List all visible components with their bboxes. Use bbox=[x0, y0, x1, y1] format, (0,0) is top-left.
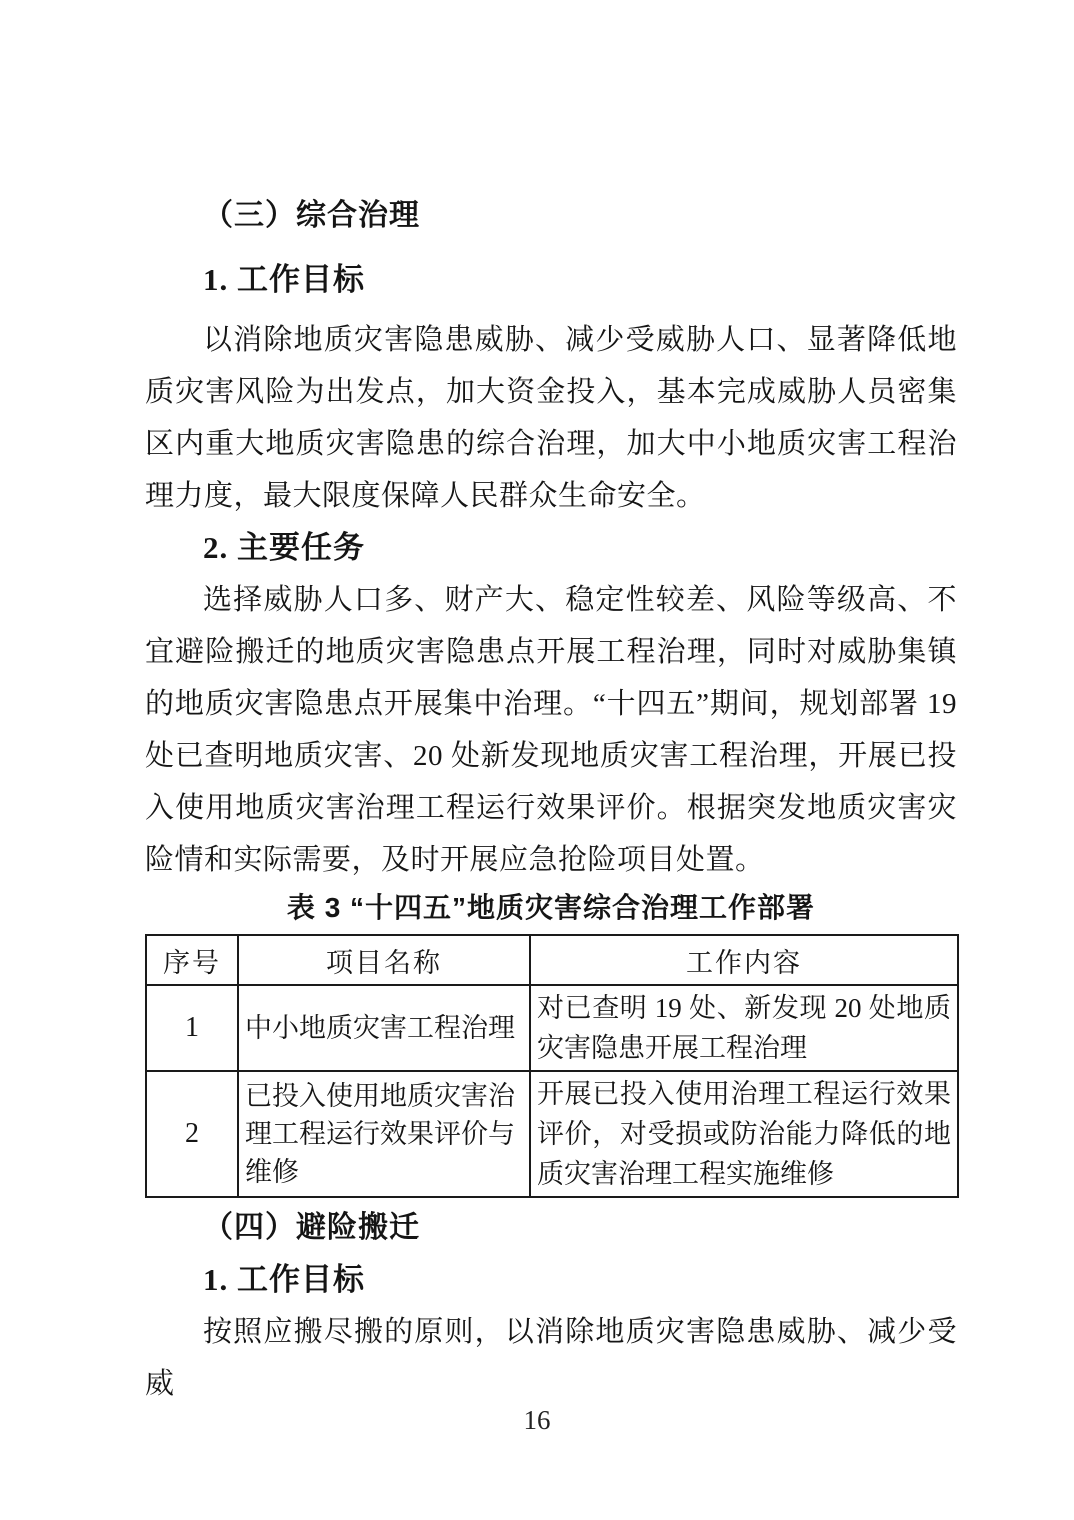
work-content: 对已查明 19 处、新发现 20 处地质灾害隐患开展工程治理 bbox=[530, 985, 958, 1071]
project-name: 已投入使用地质灾害治理工程运行效果评价与维修 bbox=[238, 1071, 530, 1197]
table-header-work-content: 工作内容 bbox=[530, 935, 958, 985]
document-content bbox=[145, 190, 957, 1410]
subheading-main-tasks: 2. 主要任务 bbox=[203, 530, 365, 565]
table-header-row bbox=[146, 935, 958, 985]
row-number: 2 bbox=[146, 1071, 238, 1197]
section-heading-comprehensive-treatment: （三）综合治理 bbox=[203, 199, 420, 232]
paragraph-relocation-goal: 按照应搬尽搬的原则，以消除地质灾害隐患威胁、减少受威 bbox=[145, 1316, 957, 1400]
deployment-table bbox=[145, 934, 959, 1198]
subheading-work-goal-2: 1. 工作目标 bbox=[203, 1262, 365, 1297]
work-content: 开展已投入使用治理工程运行效果评价，对受损或防治能力降低的地质灾害治理工程实施维修 bbox=[530, 1071, 958, 1197]
subheading-work-goal-1: 1. 工作目标 bbox=[203, 262, 365, 297]
row-number: 1 bbox=[146, 985, 238, 1071]
table-row bbox=[146, 985, 958, 1071]
paragraph-main-tasks: 选择威胁人口多、财产大、稳定性较差、风险等级高、不宜避险搬迁的地质灾害隐患点开展工程治理，同时对威胁集镇的地质灾害隐患点开展集中治理。“十四五”期间，规划部署 19 处已查明地质灾害、20 处新发现地质灾害工程治理，开展已投入使用地质灾害治理工程运行效果评价。根据突发地质灾害灾险情和实际需要，及时开展应急抢险项目处置。 bbox=[145, 584, 957, 876]
table-title: 表 3 “十四五”地质灾害综合治理工作部署 bbox=[286, 892, 816, 923]
page-number: 16 bbox=[523, 1405, 551, 1435]
table-row bbox=[146, 1071, 958, 1197]
project-name: 中小地质灾害工程治理 bbox=[238, 985, 530, 1071]
table-header-no: 序号 bbox=[146, 935, 238, 985]
paragraph-work-goal: 以消除地质灾害隐患威胁、减少受威胁人口、显著降低地质灾害风险为出发点，加大资金投入，基本完成威胁人员密集区内重大地质灾害隐患的综合治理，加大中小地质灾害工程治理力度，最大限度保障人民群众生命安全。 bbox=[145, 324, 957, 512]
section-heading-relocation: （四）避险搬迁 bbox=[203, 1211, 420, 1244]
table-header-project-name: 项目名称 bbox=[238, 935, 530, 985]
